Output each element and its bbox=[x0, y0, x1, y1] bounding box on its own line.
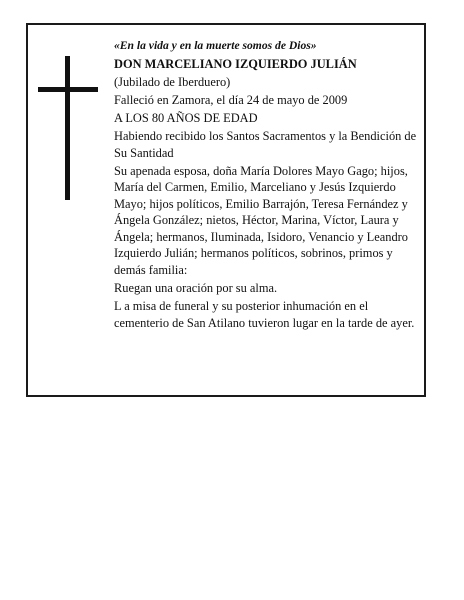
family-list: Su apenada esposa, doña María Dolores Mayo Gago; hijos, María del Carmen, Emilio, Marceliano y Jesús Izquierdo Mayo; hijos políticos, Emilio Barrajón, Teresa Fernández y Ángela González; nietos, Héctor, Marina, Víctor, Laura y Ángela; hermanos, Iluminada, Isidoro, Venancio y Leandro Izquierdo Julián; hermanos políticos, sobrinos, primos y demás familia: bbox=[114, 163, 408, 278]
prayer-request: Ruegan una oración por su alma. bbox=[114, 281, 278, 296]
age-line: A LOS 80 AÑOS DE EDAD bbox=[114, 110, 258, 125]
cross-icon bbox=[38, 56, 100, 200]
death-info: Falleció en Zamora, el día 24 de mayo de 2009 bbox=[114, 92, 348, 107]
cross-horizontal-bar bbox=[38, 87, 98, 92]
occupation-subtitle: (Jubilado de Iberduero) bbox=[114, 74, 231, 89]
notice-text bbox=[114, 38, 420, 333]
cross-vertical-bar bbox=[65, 56, 70, 200]
deceased-name: DON MARCELIANO IZQUIERDO JULIÁN bbox=[114, 56, 357, 71]
obituary-notice bbox=[26, 23, 426, 397]
sacraments-line: Habiendo recibido los Santos Sacramentos y la Bendición de Su Santidad bbox=[114, 128, 417, 160]
motto: «En la vida y en la muerte somos de Dios» bbox=[114, 39, 317, 52]
funeral-info: L a misa de funeral y su posterior inhumación en el cementerio de San Atilano tuvieron lugar en la tarde de ayer. bbox=[114, 299, 415, 330]
